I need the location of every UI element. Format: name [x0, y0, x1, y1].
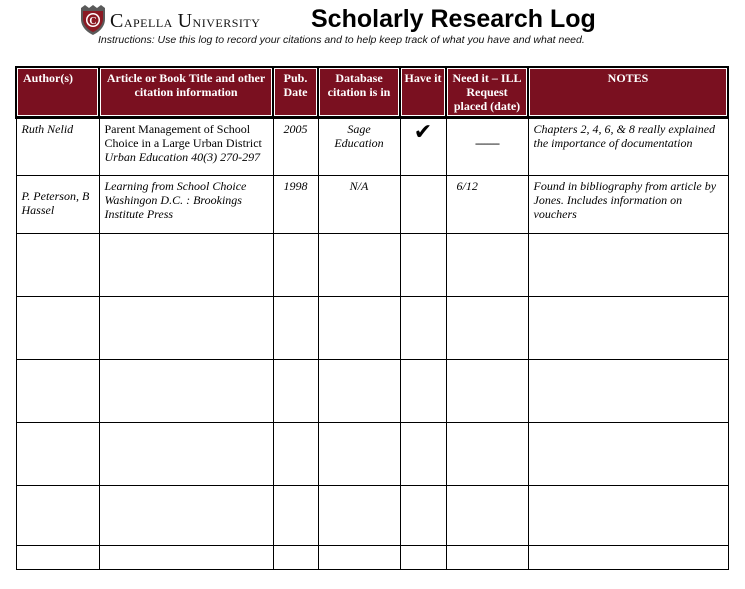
empty-cell[interactable] — [528, 546, 728, 570]
table-row — [16, 118, 728, 176]
empty-cell[interactable] — [16, 486, 99, 546]
empty-cell[interactable] — [400, 423, 446, 486]
empty-cell[interactable] — [16, 360, 99, 423]
brand-name — [110, 10, 260, 33]
instructions-text: Instructions: Use this log to record your citations and to help keep track of what you have and what need. — [98, 34, 585, 46]
column-header-have-it: Have it — [400, 67, 446, 118]
empty-cell[interactable] — [318, 234, 400, 297]
empty-cell[interactable] — [16, 423, 99, 486]
empty-cell[interactable] — [99, 297, 273, 360]
table-row-empty — [16, 234, 728, 297]
empty-cell[interactable] — [446, 234, 528, 297]
checkmark-icon: ✔ — [413, 119, 433, 144]
cell-notes[interactable]: Found in bibliography from article by Jones. Includes information on vouchers — [528, 176, 728, 234]
cell-database[interactable]: N/A — [318, 176, 400, 234]
empty-cell[interactable] — [528, 360, 728, 423]
empty-cell[interactable] — [318, 297, 400, 360]
cell-title[interactable] — [99, 176, 273, 234]
brand-initial-1: C — [110, 10, 124, 32]
citation-line: Urban Education 40(3) 270-297 — [104, 150, 261, 164]
research-log-table — [15, 66, 729, 570]
empty-cell[interactable] — [273, 423, 318, 486]
citation-line: Washingon D.C. : Brookings Institute Press — [104, 193, 242, 221]
empty-cell[interactable] — [446, 486, 528, 546]
brand-initial-2: U — [177, 10, 193, 32]
empty-cell[interactable] — [273, 546, 318, 570]
empty-cell[interactable] — [16, 297, 99, 360]
table-row-empty — [16, 360, 728, 423]
ill-request-value: -------- — [475, 136, 499, 150]
empty-cell[interactable] — [99, 486, 273, 546]
empty-cell[interactable] — [446, 546, 528, 570]
brand-rest-1: apella — [123, 12, 173, 31]
empty-cell[interactable] — [528, 297, 728, 360]
capella-shield-logo — [80, 5, 106, 35]
table-header-row — [16, 67, 728, 118]
column-header-database: Database citation is in — [318, 67, 400, 118]
empty-cell[interactable] — [528, 423, 728, 486]
cell-title[interactable] — [99, 118, 273, 176]
empty-cell[interactable] — [16, 234, 99, 297]
empty-cell[interactable] — [99, 234, 273, 297]
page-title: Scholarly Research Log — [311, 5, 596, 33]
empty-cell[interactable] — [318, 423, 400, 486]
empty-cell[interactable] — [273, 486, 318, 546]
table-row-empty — [16, 423, 728, 486]
empty-cell[interactable] — [273, 234, 318, 297]
empty-cell[interactable] — [528, 486, 728, 546]
empty-cell[interactable] — [400, 297, 446, 360]
column-header-notes: NOTES — [528, 67, 728, 118]
empty-cell[interactable] — [273, 297, 318, 360]
column-header-authors: Author(s) — [16, 67, 99, 118]
empty-cell[interactable] — [528, 234, 728, 297]
empty-cell[interactable] — [446, 423, 528, 486]
cell-pub-date[interactable]: 2005 — [273, 118, 318, 176]
empty-cell[interactable] — [400, 486, 446, 546]
empty-cell[interactable] — [400, 234, 446, 297]
cell-author[interactable] — [16, 176, 99, 234]
column-header-pub-date: Pub. Date — [273, 67, 318, 118]
empty-cell[interactable] — [99, 423, 273, 486]
cell-author[interactable]: Ruth Nelid — [16, 118, 99, 176]
column-header-title: Article or Book Title and other citation information — [99, 67, 273, 118]
empty-cell[interactable] — [400, 360, 446, 423]
empty-cell[interactable] — [318, 360, 400, 423]
title-line: Parent Management of School Choice in a Large Urban District — [104, 122, 262, 150]
cell-have-it[interactable] — [400, 118, 446, 176]
table-row-empty — [16, 546, 728, 570]
empty-cell[interactable] — [99, 546, 273, 570]
cell-ill-request[interactable]: 6/12 — [446, 176, 528, 234]
table-row — [16, 176, 728, 234]
empty-cell[interactable] — [318, 546, 400, 570]
table-row-empty — [16, 297, 728, 360]
cell-database[interactable]: Sage Education — [318, 118, 400, 176]
author-value: P. Peterson, B Hassel — [21, 189, 90, 217]
cell-have-it[interactable] — [400, 176, 446, 234]
empty-cell[interactable] — [446, 360, 528, 423]
empty-cell[interactable] — [16, 546, 99, 570]
empty-cell[interactable] — [318, 486, 400, 546]
brand-rest-2: niversity — [192, 12, 261, 31]
table-row-empty — [16, 486, 728, 546]
title-line: Learning from School Choice — [104, 179, 247, 193]
column-header-ill-request: Need it – ILL Request placed (date) — [446, 67, 528, 118]
empty-cell[interactable] — [400, 546, 446, 570]
cell-ill-request[interactable] — [446, 118, 528, 176]
empty-cell[interactable] — [99, 360, 273, 423]
cell-notes[interactable]: Chapters 2, 4, 6, & 8 really explained the importance of documentation — [528, 118, 728, 176]
empty-cell[interactable] — [273, 360, 318, 423]
cell-pub-date[interactable]: 1998 — [273, 176, 318, 234]
empty-cell[interactable] — [446, 297, 528, 360]
svg-text:C: C — [89, 16, 97, 27]
